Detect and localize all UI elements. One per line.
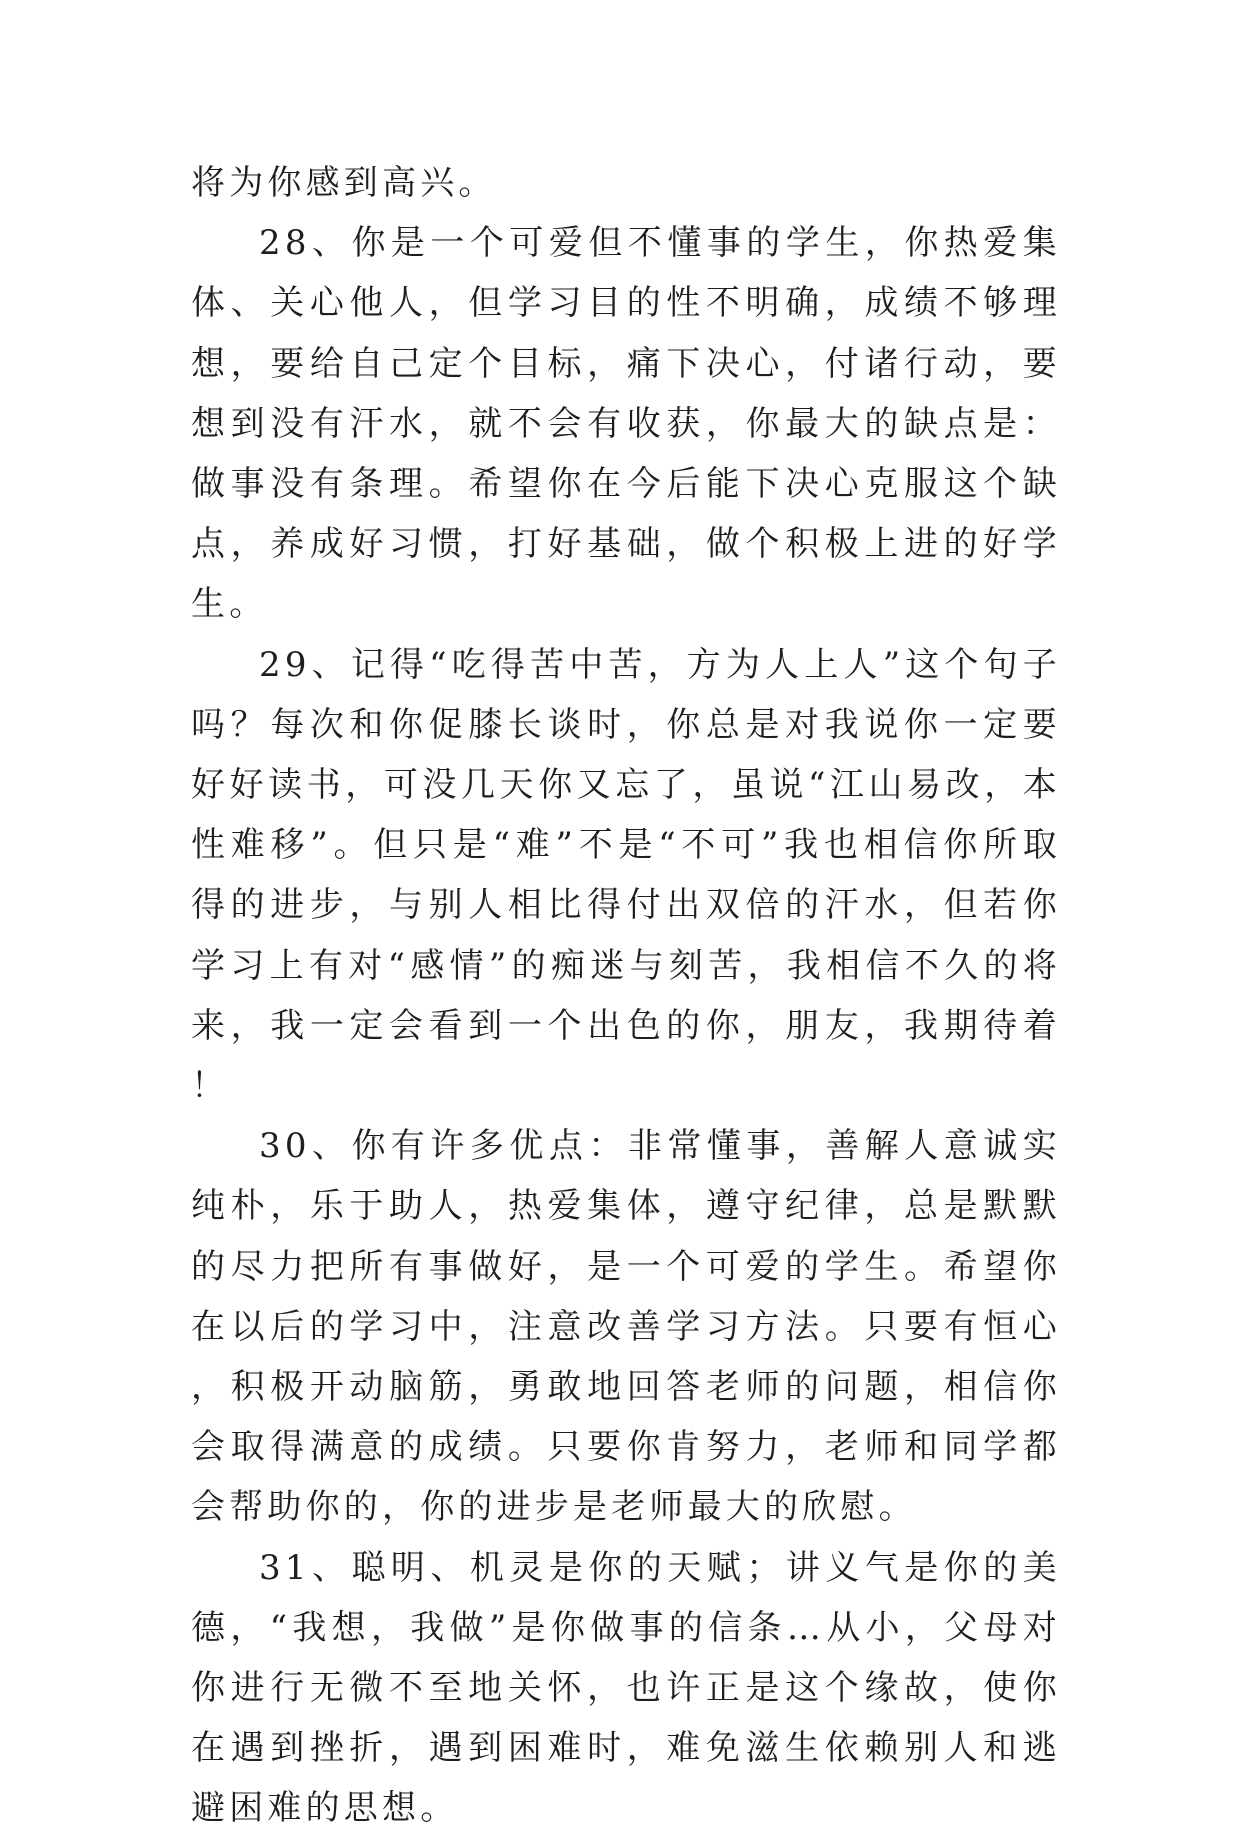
paragraph-28: 28、你是一个可爱但不懂事的学生，你热爱集体、关心他人，但学习目的性不明确，成绩不够理想，要给自己定个目标，痛下决心，付诸行动，要想到没有汗水，就不会有收获，你最大的缺点是：做事没有条理。希望你在今后能下决心克服这个缺点，养成好习惯，打好基础，做个积极上进的好学生。 [191,223,1061,625]
document-body [191,153,1061,1839]
paragraph-continuation: 将为你感到高兴。 [191,163,497,203]
paragraph-30: 30、你有许多优点：非常懂事，善解人意诚实纯朴，乐于助人，热爱集体，遵守纪律，总是默默的尽力把所有事做好，是一个可爱的学生。希望你在以后的学习中，注意改善学习方法。只要有恒心，积极开动脑筋，勇敢地回答老师的问题，相信你会取得满意的成绩。只要你肯努力，老师和同学都会帮助你的，你的进步是老师最大的欣慰。 [191,1126,1061,1528]
paragraph-31: 31、聪明、机灵是你的天赋；讲义气是你的美德，“我想，我做”是你做事的信条…从小，父母对你进行无微不至地关怀，也许正是这个缘故，使你在遇到挫折，遇到困难时，难免滋生依赖别人和逃避困难的思想。 [191,1547,1061,1829]
paragraph-29: 29、记得“吃得苦中苦，方为人上人”这个句子吗？每次和你促膝长谈时，你总是对我说你一定要好好读书，可没几天你又忘了，虽说“江山易改，本性难移”。但只是“难”不是“不可”我也相信你所取得的进步，与别人相比得付出双倍的汗水，但若你学习上有对“感情”的痴迷与刻苦，我相信不久的将来，我一定会看到一个出色的你，朋友，我期待着！ [191,644,1061,1107]
